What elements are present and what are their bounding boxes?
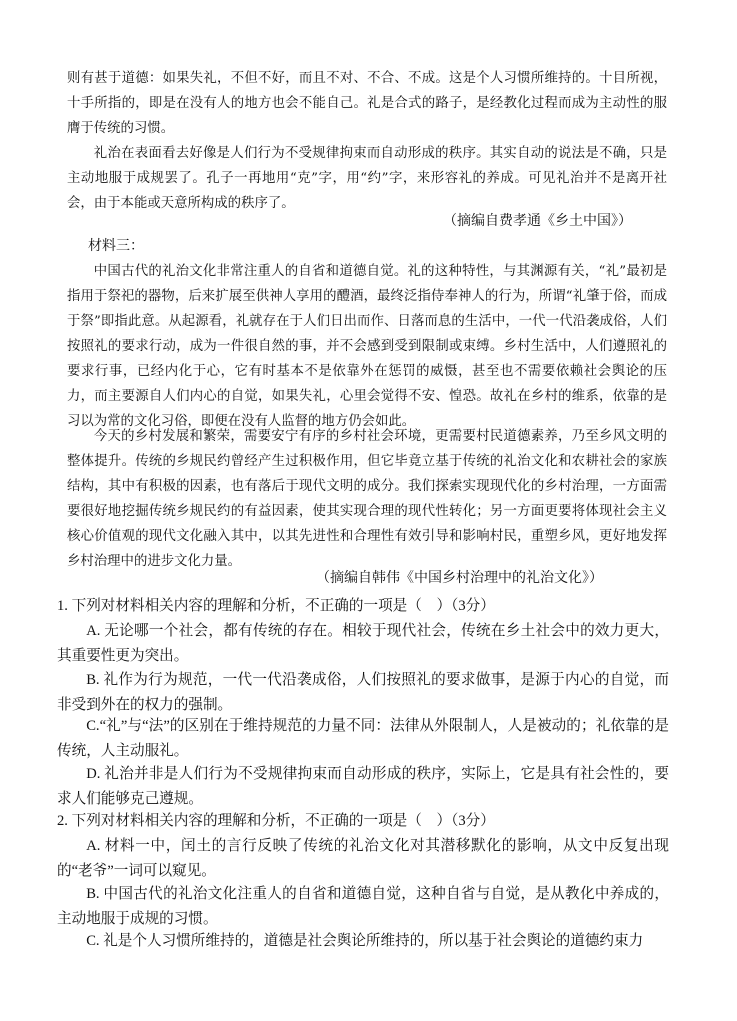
question-1-option-a: A. 无论哪一个社会，都有传统的存在。相较于现代社会，传统在乡土社会中的效力更大，其重要性更为突出。 [57, 623, 669, 664]
question-2-option-b: B. 中国古代的礼治文化注重人的自省和道德自觉，这种自省与自觉，是从教化中养成的，主动地服于成规的习惯。 [57, 886, 669, 927]
material2-source: （摘编自费孝通《乡土中国》） [443, 214, 632, 229]
question-1-stem: 1. 下列对材料相关内容的理解和分析，不正确的一项是（ ）（3分） [57, 598, 495, 614]
question-2-stem: 2. 下列对材料相关内容的理解和分析，不正确的一项是（ ）（3分） [57, 813, 495, 829]
question-2-option-a: A. 材料一中，闰土的言行反映了传统的礼治文化对其潜移默化的影响，从文中反复出现的“老爷”一词可以窥见。 [57, 838, 669, 879]
material3-source: （摘编自韩伟《中国乡村治理中的礼治文化》） [316, 571, 603, 586]
material2-paragraph-2: 礼治在表面看去好像是人们行为不受规律拘束而自动形成的秩序。其实自动的说法是不确，只是主动地服于成规罢了。孔子一再地用“克”字，用“约”字，来形容礼的养成。可见礼治并不是离开社会，由于本能或天意所构成的秩序了。 [67, 146, 667, 211]
question-2-option-c: C. 礼是个人习惯所维持的，道德是社会舆论所维持的，所以基于社会舆论的道德约束力 [86, 933, 644, 949]
question-1-option-d: D. 礼治并非是人们行为不受规律拘束而自动形成的秩序，实际上，它是具有社会性的，要求人们能够克己遵规。 [57, 766, 669, 807]
question-1-option-c: C.“礼”与“法”的区别在于维持规范的力量不同：法律从外限制人，人是被动的；礼依靠的是传统，人主动服礼。 [57, 718, 669, 759]
material3-paragraph-1: 中国古代的礼治文化非常注重人的自省和道德自觉。礼的这种特性，与其渊源有关，“礼”最初是指用于祭祀的器物，后来扩展至供神人享用的醴酒，最终泛指侍奉神人的行为，所谓“礼肇于俗，而成于祭”即指此意。从起源看，礼就存在于人们日出而作、日落而息的生活中，一代一代沿袭成俗，人们按照礼的要求行动，成为一件很自然的事，并不会感到受到限制或束缚。乡村生活中，人们遵照礼的要求行事，已经内化于心，它有时基本不是依靠外在惩罚的威慑，甚至也不需要依赖社会舆论的压力，而主要源自人们内心的自觉，如果失礼，心里会觉得不安、惶恐。故礼在乡村的维系，依靠的是习以为常的文化习俗，即便在没有人监督的地方仍会如此。 [67, 264, 667, 429]
material2-paragraph-1: 则有甚于道德：如果失礼，不但不好，而且不对、不合、不成。这是个人习惯所维持的。十目所视，十手所指的，即是在没有人的地方也会不能自己。礼是合式的路子，是经教化过程而成为主动性的服膺于传统的习惯。 [67, 71, 667, 136]
material3-paragraph-2: 今天的乡村发展和繁荣，需要安宁有序的乡村社会环境，更需要村民道德素养，乃至乡风文明的整体提升。传统的乡规民约曾经产生过积极作用，但它毕竟立基于传统的礼治文化和农耕社会的家族结构，其中有积极的因素，也有落后于现代文明的成分。我们探索实现现代化的乡村治理，一方面需要很好地挖掘传统乡规民约的有益因素，使其实现合理的现代性转化；另一方面更要将体现社会主义核心价值观的现代文化融入其中，以其先进性和合理性有效引导和影响村民，重塑乡风，更好地发挥乡村治理中的进步文化力量。 [67, 429, 667, 569]
question-1-option-b: B. 礼作为行为规范，一代一代沿袭成俗，人们按照礼的要求做事，是源于内心的自觉，而非受到外在的权力的强制。 [57, 672, 669, 713]
material3-label: 材料三： [88, 238, 144, 254]
